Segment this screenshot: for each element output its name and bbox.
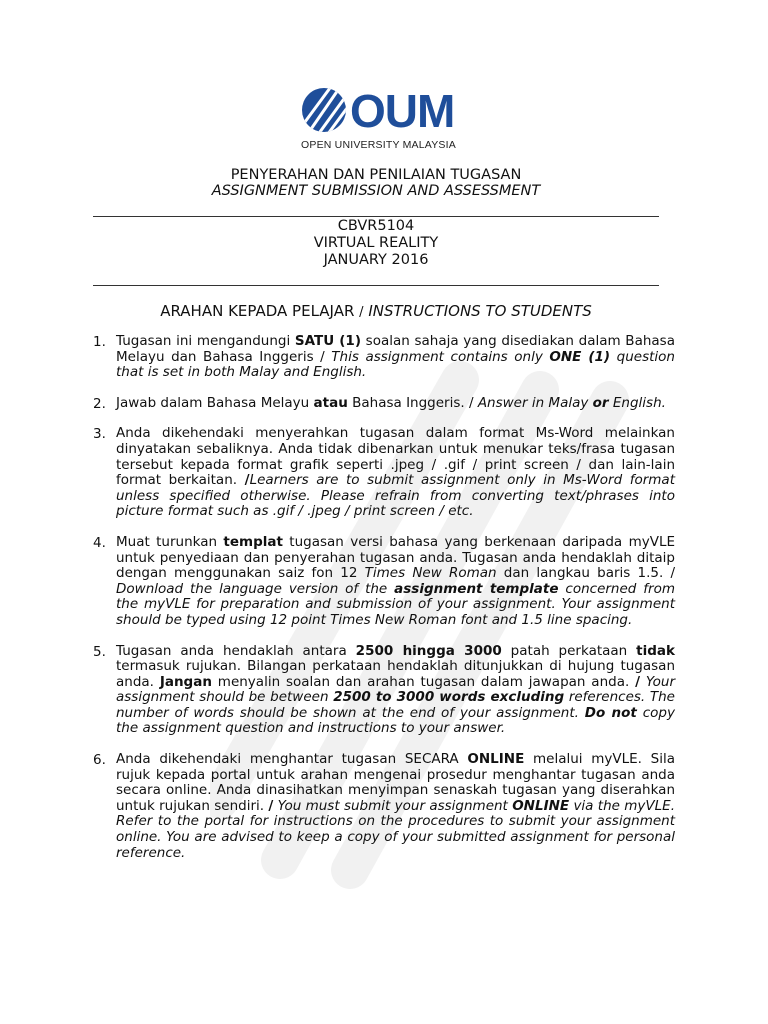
instruction-number: 2. xyxy=(93,395,106,412)
instructions-heading-malay: ARAHAN KEPADA PELAJAR xyxy=(160,302,355,320)
instructions-heading-separator: / xyxy=(359,305,364,320)
instruction-text-segment: / xyxy=(635,673,641,690)
instruction-text-segment: 2500 hingga 3000 xyxy=(355,642,502,659)
instructions-heading xyxy=(93,302,659,320)
instruction-text xyxy=(116,396,675,412)
instruction-text-segment: Anda dikehendaki menghantar tugasan SECARA xyxy=(116,751,468,768)
instruction-text xyxy=(116,535,675,629)
instruction-item xyxy=(93,535,675,629)
instruction-number: 1. xyxy=(93,334,106,350)
document-title-english: ASSIGNMENT SUBMISSION AND ASSESSMENT xyxy=(211,183,541,199)
instruction-text-segment: Tugasan ini mengandungi xyxy=(116,333,295,349)
instruction-number: 4. xyxy=(93,534,106,551)
instruction-text xyxy=(116,644,675,738)
instruction-text-segment: Tugasan anda hendaklah antara xyxy=(116,642,356,659)
instruction-number: 3. xyxy=(93,426,106,443)
instruction-text-segment: Anda dikehendaki menyerahkan tugasan dalam format Ms-Word melainkan dinyatakan sebaliknya. Anda tidak dibenarkan untuk menukar teks/frasa tugasan tersebut kepada format grafik seperti .jpeg / .gif / print screen / dan lain-lain format berkaitan. xyxy=(116,425,675,489)
instruction-text-segment: question that is set in both Malay and English. xyxy=(116,348,675,381)
instruction-text-segment: references. The number of words should be shown at the end of your assignment. xyxy=(116,689,675,721)
instruction-text-segment: soalan sahaja yang disediakan dalam Bahasa Melayu dan Bahasa Inggeris / xyxy=(116,333,675,365)
instruction-text-segment: ONE (1) xyxy=(549,348,611,365)
instruction-text xyxy=(116,334,675,381)
instruction-text-segment: dan langkau baris 1.5. / xyxy=(496,565,676,582)
instruction-text-segment: or xyxy=(592,394,609,411)
instruction-text-segment: Jangan xyxy=(159,673,212,690)
instruction-text-segment: templat xyxy=(223,533,283,550)
instruction-text-segment: Muat turunkan xyxy=(116,533,224,550)
instruction-text-segment: English. xyxy=(608,394,666,411)
instruction-text xyxy=(116,426,675,520)
instruction-text-segment: termasuk rujukan. Bilangan perkataan hendaklah ditunjukkan di hujung tugasan anda. xyxy=(116,658,675,690)
instruction-text-segment: ONLINE xyxy=(512,797,570,814)
course-semester: JANUARY 2016 xyxy=(323,252,429,268)
instruction-text-segment: concerned from the myVLE for preparation and submission of your assignment. Your assignment should be typed using 12 point Times New Roman font and 1.5 line spacing. xyxy=(116,580,675,628)
instruction-text-segment: Answer in Malay xyxy=(477,394,593,411)
instruction-text-segment: tidak xyxy=(636,642,675,659)
course-code: CBVR5104 xyxy=(337,218,415,234)
instruction-text-segment: melalui myVLE. Sila rujuk kepada portal untuk arahan mengenai prosedur menghantar tugasan anda secara online. Anda dinasihatkan menyimpan senaskah tugasan yang diserahkan untuk rujukan sendiri. xyxy=(116,751,675,814)
divider-top xyxy=(93,216,659,217)
instruction-item xyxy=(93,334,675,381)
instruction-text-segment: Bahasa Inggeris. / xyxy=(347,394,478,411)
divider-bottom xyxy=(93,285,659,286)
document-title-malay: PENYERAHAN DAN PENILAIAN TUGASAN xyxy=(230,167,522,183)
instruction-text-segment: / xyxy=(268,797,274,814)
logo-wordmark: OUM xyxy=(350,85,455,137)
instruction-text-segment: assignment template xyxy=(394,580,559,597)
course-name: VIRTUAL REALITY xyxy=(313,235,439,251)
instruction-text-segment: Your assignment should be between xyxy=(116,673,676,706)
instruction-text-segment: menyalin soalan dan arahan tugasan dalam jawapan anda. xyxy=(211,673,636,690)
instruction-item xyxy=(93,644,675,738)
instruction-text-segment: / xyxy=(244,472,250,489)
instruction-text-segment: Jawab dalam Bahasa Melayu xyxy=(116,394,314,411)
instruction-text-segment: via the myVLE. Refer to the portal for instructions on the procedures to submit your assignment online. You are advised to keep a copy of your submitted assignment for personal reference. xyxy=(116,797,675,861)
instruction-text-segment: Times New Roman xyxy=(364,565,497,582)
instruction-number: 6. xyxy=(93,752,106,769)
instruction-text-segment: atau xyxy=(313,394,348,411)
instruction-number: 5. xyxy=(93,643,106,660)
instruction-text-segment: tugasan versi bahasa yang berkenaan daripada myVLE untuk penyediaan dan penyerahan tugasan anda. Tugasan anda hendaklah ditaip dengan menggunakan saiz fon 12 xyxy=(116,533,675,582)
logo-subtitle: OPEN UNIVERSITY MALAYSIA xyxy=(301,139,456,151)
instruction-text-segment: copy the assignment question and instructions to your answer. xyxy=(116,704,675,737)
instruction-text-segment: This assignment contains only xyxy=(331,348,550,365)
instruction-item xyxy=(93,396,675,412)
instruction-text-segment: You must submit your assignment xyxy=(273,797,513,814)
instruction-text-segment: ONLINE xyxy=(467,751,525,768)
instructions-list xyxy=(93,334,675,876)
instruction-text-segment: SATU (1) xyxy=(294,333,361,349)
course-info xyxy=(93,218,659,269)
instruction-text-segment: Learners are to submit assignment only in Ms-Word format unless specified otherwise. Please refrain from converting text/phrases into picture format such as .gif / .jpeg / print screen / etc. xyxy=(116,472,675,520)
instruction-item xyxy=(93,752,675,861)
instruction-text-segment: Download the language version of the xyxy=(116,580,395,597)
instruction-text-segment: patah perkataan xyxy=(501,642,637,659)
instruction-text-segment: 2500 to 3000 words excluding xyxy=(333,689,565,706)
instruction-item xyxy=(93,426,675,520)
instruction-text-segment: Do not xyxy=(584,704,637,721)
instructions-heading-english: INSTRUCTIONS TO STUDENTS xyxy=(368,302,592,320)
instruction-text xyxy=(116,752,675,861)
